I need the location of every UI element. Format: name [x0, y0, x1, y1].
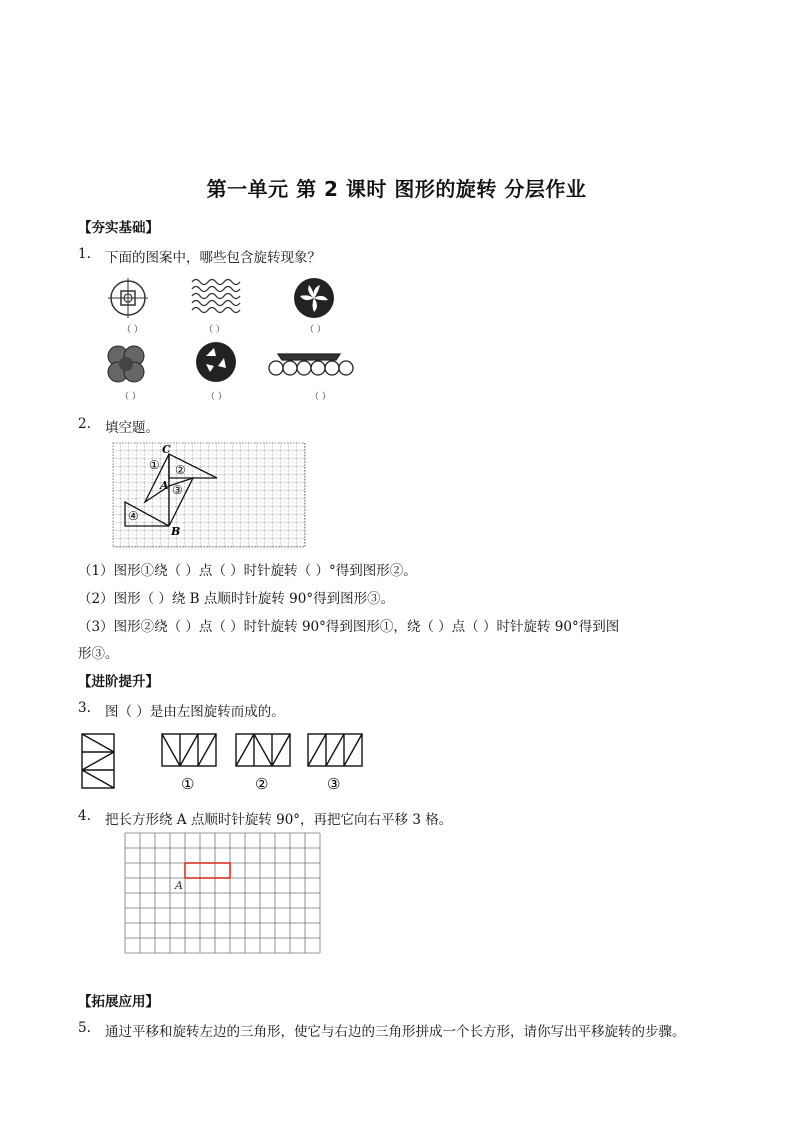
question-text: 图（ ）是由左图旋转而成的。 — [105, 704, 285, 720]
figure-label-1: ① — [149, 458, 160, 472]
pattern-cyclists-figure — [269, 354, 353, 375]
page-title: 第一单元 第 2 课时 图形的旋转 分层作业 — [206, 177, 587, 201]
pattern-clover-figure — [108, 346, 144, 382]
question-4 — [78, 808, 758, 828]
question-number: 3. — [78, 700, 91, 716]
question-text: 填空题。 — [105, 420, 159, 436]
translation-grid-figure — [124, 832, 324, 956]
question-text: 通过平移和旋转左边的三角形，使它与右边的三角形拼成一个长方形，请你写出平移旋转的步骤。 — [105, 1024, 686, 1040]
pattern-wave-figure — [192, 280, 240, 313]
rotation-options-figure — [80, 732, 370, 796]
rotation-pattern-figures — [100, 276, 360, 406]
question-number: 2. — [78, 416, 91, 432]
question-2-part-1: （1）图形①绕（ ）点（ ）时针旋转（ ）°得到图形②。 — [78, 563, 417, 579]
original-figure — [82, 734, 114, 788]
section-heading-advanced: 【进阶提升】 — [78, 674, 159, 690]
figure-label-3: ③ — [172, 483, 183, 497]
point-label-a: A — [175, 879, 183, 892]
answer-blank-6[interactable]: （ ） — [310, 392, 331, 402]
option-2-label: ② — [255, 775, 269, 793]
dashed-grid — [113, 443, 305, 547]
question-2 — [78, 416, 758, 436]
figure-label-4: ④ — [128, 509, 139, 523]
answer-blank-5[interactable]: （ ） — [206, 392, 227, 402]
option-1-figure[interactable] — [162, 734, 216, 766]
pattern-compass-figure — [108, 278, 148, 318]
question-5 — [78, 1020, 758, 1040]
option-1-label: ① — [181, 775, 195, 793]
pattern-recycle-figure — [196, 342, 236, 382]
pattern-bauhinia-figure — [294, 278, 334, 318]
answer-blank-4[interactable]: （ ） — [120, 392, 141, 402]
question-text: 把长方形绕 A 点顺时针旋转 90°，再把它向右平移 3 格。 — [105, 812, 453, 828]
question-text: 下面的图案中，哪些包含旋转现象？ — [105, 250, 321, 266]
question-2-part-3-continued: 形③。 — [78, 646, 119, 662]
point-label-c: C — [162, 443, 171, 456]
question-number: 5. — [78, 1020, 91, 1036]
option-3-figure[interactable] — [308, 734, 362, 766]
section-heading-basic: 【夯实基础】 — [78, 220, 159, 236]
answer-blank-3[interactable]: （ ） — [305, 325, 326, 335]
question-1 — [78, 246, 758, 266]
answer-blank-2[interactable]: （ ） — [204, 325, 225, 335]
option-2-figure[interactable] — [236, 734, 290, 766]
rectangle-shape — [185, 863, 230, 878]
question-2-part-3: （3）图形②绕（ ）点（ ）时针旋转 90°得到图形①，绕（ ）点（ ）时针旋转 90°得到图 — [78, 619, 620, 635]
section-heading-extend: 【拓展应用】 — [78, 994, 159, 1010]
square-grid — [125, 833, 320, 953]
rotation-grid-figure — [112, 442, 308, 550]
question-3 — [78, 700, 758, 720]
point-label-b: B — [171, 525, 181, 538]
point-label-a: A — [160, 479, 169, 492]
question-2-part-2: （2）图形（ ）绕 B 点顺时针旋转 90°得到图形③。 — [78, 591, 395, 607]
figure-label-2: ② — [175, 463, 186, 477]
question-number: 1. — [78, 246, 91, 262]
option-3-label: ③ — [327, 775, 341, 793]
question-number: 4. — [78, 808, 91, 824]
answer-blank-1[interactable]: （ ） — [122, 325, 143, 335]
